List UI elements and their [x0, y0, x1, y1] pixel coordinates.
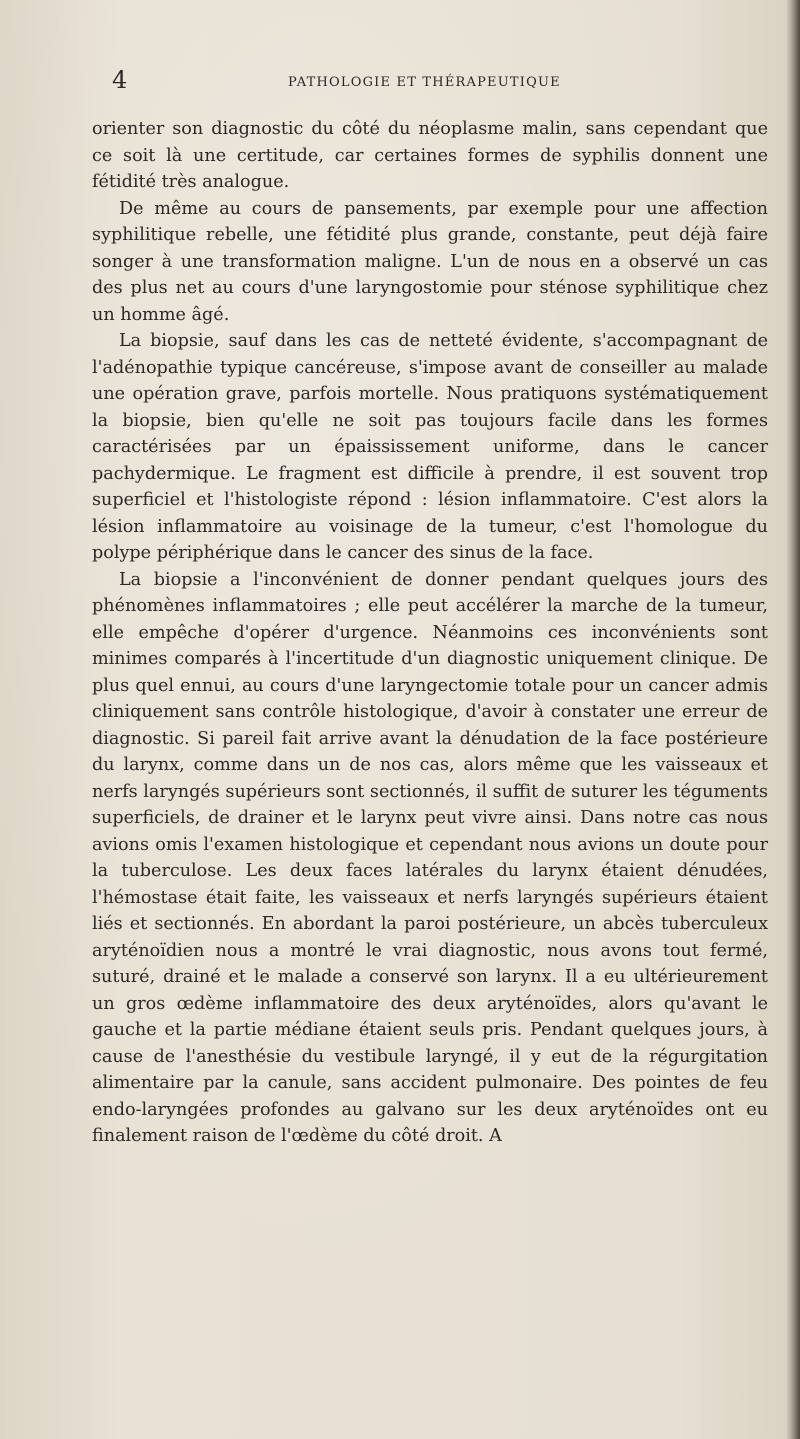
page-edge-shadow: [786, 0, 800, 1439]
page-header: [112, 66, 772, 94]
paragraph-3: La biopsie, sauf dans les cas de netteté évidente, s'accompagnant de l'adénopathie typique cancéreuse, s'impose avant de conseiller au malade une opération grave, parfois mortelle. Nous pratiquons systématiquement la biopsie, bien qu'elle ne soit pas toujours facile dans les formes caractérisées par un épaississement uniforme, dans le cancer pachydermique. Le fragment est difficile à prendre, il est souvent trop superficiel et l'histologiste répond : lésion inflammatoire. C'est alors la lésion inflammatoire au voisinage de la tumeur, c'est l'homologue du polype périphérique dans le cancer des sinus de la face.: [92, 331, 768, 563]
paragraph-1: orienter son diagnostic du côté du néoplasme malin, sans cependant que ce soit là une certitude, car certaines formes de syphilis donnent une fétidité très analogue.: [92, 119, 768, 192]
body-text: [92, 116, 768, 1150]
running-title: PATHOLOGIE ET THÉRAPEUTIQUE: [288, 75, 561, 90]
page-number: 4: [112, 66, 128, 94]
paragraph-4: La biopsie a l'inconvénient de donner pendant quelques jours des phénomènes inflammatoires ; elle peut accélérer la marche de la tumeur, elle empêche d'opérer d'urgence. Néanmoins ces inconvénients sont minimes comparés à l'incertitude d'un diagnostic uniquement clinique. De plus quel ennui, au cours d'une laryngectomie totale pour un cancer admis cliniquement sans contrôle histologique, d'avoir à constater une erreur de diagnostic. Si pareil fait arrive avant la dénudation de la face postérieure du larynx, comme dans un de nos cas, alors même que les vaisseaux et nerfs laryngés supérieurs sont sectionnés, il suffit de suturer les téguments superficiels, de drainer et le larynx peut vivre ainsi. Dans notre cas nous avions omis l'examen histologique et cependant nous avions un doute pour la tuberculose. Les deux faces latérales du larynx étaient dénudées, l'hémostase était faite, les vaisseaux et nerfs laryngés supérieurs étaient liés et sectionnés. En abordant la paroi postérieure, un abcès tuberculeux aryténoïdien nous a montré le vrai diagnostic, nous avons tout fermé, suturé, drainé et le malade a conservé son larynx. Il a eu ultérieurement un gros œdème inflammatoire des deux aryténoïdes, alors qu'avant le gauche et la partie médiane étaient seuls pris. Pendant quelques jours, à cause de l'anesthésie du vestibule laryngé, il y eut de la régurgitation alimentaire par la canule, sans accident pulmonaire. Des pointes de feu endo-laryngées profondes au galvano sur les deux aryténoïdes ont eu finalement raison de l'œdème du côté droit. A: [92, 569, 768, 1146]
paragraph-2: De même au cours de pansements, par exemple pour une affection syphilitique rebelle, une fétidité plus grande, constante, peut déjà faire songer à une transformation maligne. L'un de nous en a observé un cas des plus net au cours d'une laryngostomie pour sténose syphilitique chez un homme âgé.: [92, 198, 768, 325]
